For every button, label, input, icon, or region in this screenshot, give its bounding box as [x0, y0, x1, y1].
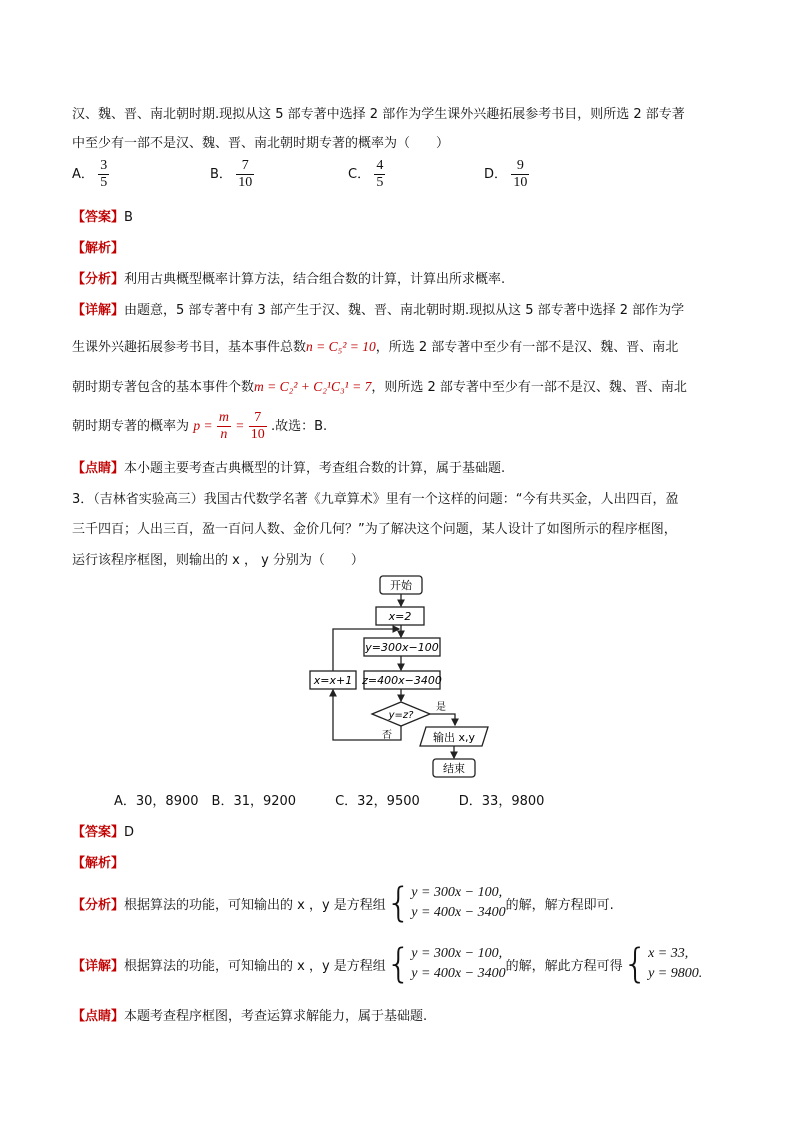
q3-stem-line2: 三千四百；人出三百，盈一百问人数、金价几何？”为了解决这个问题，某人设计了如图所示的程序框图，: [72, 522, 677, 537]
q3-stem-line1: 3．（吉林省实验高三）我国古代数学名著《九章算术》里有一个这样的问题：“今有共买金，人出四百，盈: [72, 492, 679, 507]
q2-option-c: C． $\frac{4}{5}$: [348, 158, 384, 190]
q3-fenxi: 【分析】 根据算法的功能，可知输出的 x ，y 是方程组 { y = 300x − 100, y = 400x − 3400 的解，解方程即可.: [72, 880, 614, 926]
q2-dianjing: 【点睛】本小题主要考查古典概型的计算，考查组合数的计算，属于基础题.: [72, 461, 506, 476]
flow-increment-label: x=x+1: [313, 674, 353, 687]
q2-stem-line1: 汉、魏、晋、南北朝时期.现拟从这 5 部专著中选择 2 部作为学生课外兴趣拓展参考书目，则所选 2 部专著: [72, 107, 685, 122]
flow-z-label: z=400x−3400: [362, 674, 442, 687]
q3-xiangjie: 【详解】 根据算法的功能，可知输出的 x ，y 是方程组 { y = 300x − 100, y = 400x − 3400 的解，解此方程可得 { x = 33, y = 9800.: [72, 941, 703, 987]
flow-condition-label: y=z?: [388, 710, 414, 721]
flow-yes-label: 是: [436, 702, 446, 713]
q2-xiangjie-line3: 朝时期专著包含的基本事件个数m = C₂² + C₂¹C₃¹ = 7，则所选 2 部专著中至少有一部不是汉、魏、晋、南北: [72, 379, 687, 395]
q3-stem-line3: 运行该程序框图，则输出的 x ， y 分别为（ ）: [72, 553, 364, 568]
q2-xiangjie-line2: 生课外兴趣拓展参考书目，基本事件总数n = C₅² = 10，所选 2 部专著中至少有一部不是汉、魏、晋、南北: [72, 339, 679, 355]
flow-end-label: 结束: [443, 762, 465, 775]
q3-dianjing: 【点睛】本题考查程序框图，考查运算求解能力，属于基础题.: [72, 1009, 428, 1024]
q3-answer: 【答案】D: [72, 825, 135, 840]
q2-xiangjie-line1: 【详解】由题意，5 部专著中有 3 部产生于汉、魏、晋、南北朝时期.现拟从这 5 部专著中选择 2 部作为学: [72, 303, 685, 318]
q2-option-a: A． $\frac{3}{5}$: [72, 158, 108, 190]
q3-analysis-tag: 【解析】: [72, 856, 125, 871]
q2-answer: 【答案】B: [72, 210, 133, 225]
q2-xiangjie-line4: 朝时期专著的概率为 p = $\frac{m}{n}$ = $\frac{7}{10}$ .故选：B.: [72, 410, 328, 442]
flow-no-label: 否: [382, 730, 392, 741]
flow-y-label: y=300x−100: [365, 641, 439, 654]
q2-option-d: D． $\frac{9}{10}$: [484, 158, 528, 190]
q3-options: A．30，8900 B．31，9200 C．32，9500 D．33，9800: [114, 794, 545, 809]
program-flowchart: [300, 570, 500, 782]
flow-init-label: x=2: [388, 610, 412, 623]
flow-output-label: 输出 x,y: [432, 731, 476, 744]
q2-fenxi: 【分析】利用古典概型概率计算方法，结合组合数的计算，计算出所求概率.: [72, 272, 506, 287]
q2-option-b: B． $\frac{7}{10}$: [210, 158, 253, 190]
q2-stem-line2: 中至少有一部不是汉、魏、晋、南北朝时期专著的概率为（ ）: [72, 136, 450, 151]
flow-start-label: 开始: [390, 579, 412, 592]
q2-analysis-tag: 【解析】: [72, 241, 125, 256]
